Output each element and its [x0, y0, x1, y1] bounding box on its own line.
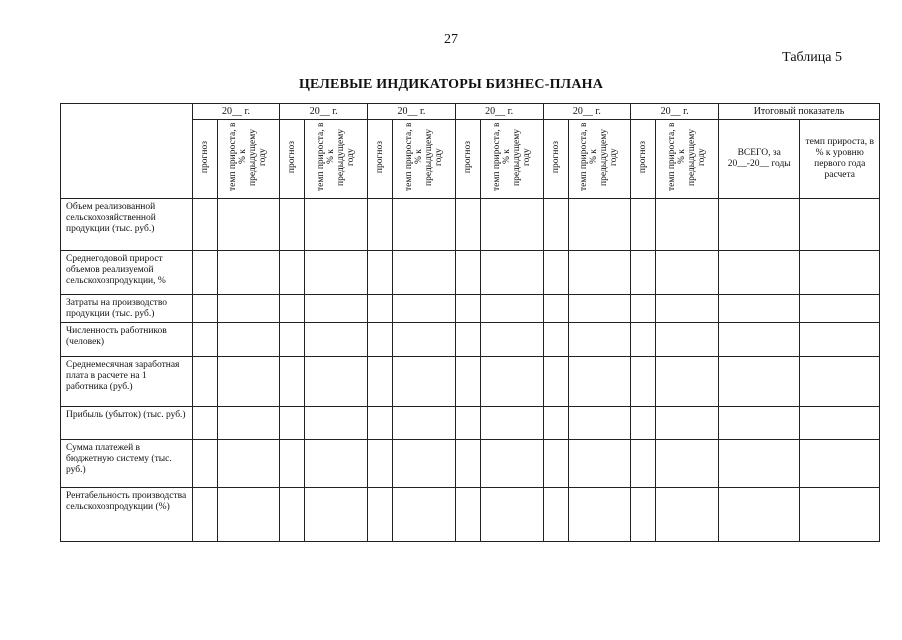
empty-cell [480, 440, 543, 488]
empty-cell [480, 251, 543, 295]
empty-cell [719, 440, 800, 488]
empty-cell [192, 295, 217, 323]
page-number: 27 [444, 32, 458, 47]
empty-cell [192, 199, 217, 251]
empty-cell [543, 199, 568, 251]
empty-cell [568, 407, 631, 440]
row-label: Численность работников (человек) [61, 323, 193, 357]
forecast-header: прогноз [455, 120, 480, 199]
empty-cell [568, 199, 631, 251]
empty-cell [455, 251, 480, 295]
growth-header: темп прироста, в % к предыдущему году [568, 120, 631, 199]
empty-cell [217, 488, 280, 542]
empty-cell [455, 440, 480, 488]
empty-cell [217, 357, 280, 407]
empty-cell [192, 251, 217, 295]
empty-cell [480, 488, 543, 542]
empty-cell [800, 488, 880, 542]
empty-cell [217, 323, 280, 357]
table-row [61, 488, 880, 542]
year-header-row [61, 104, 880, 120]
forecast-header: прогноз [192, 120, 217, 199]
year-header: 20__ г. [631, 104, 719, 120]
empty-cell [280, 323, 305, 357]
row-label: Среднемесячная заработная плата в расчете на 1 работника (руб.) [61, 357, 193, 407]
empty-cell [543, 357, 568, 407]
growth-header: темп прироста, в % к предыдущему году [393, 120, 456, 199]
empty-cell [543, 440, 568, 488]
growth-header: темп прироста, в % к предыдущему году [656, 120, 719, 199]
row-label: Объем реализованной сельскохозяйственной продукции (тыс. руб.) [61, 199, 193, 251]
empty-cell [543, 488, 568, 542]
empty-cell [631, 295, 656, 323]
empty-cell [393, 323, 456, 357]
forecast-header: прогноз [543, 120, 568, 199]
empty-cell [305, 323, 368, 357]
empty-cell [305, 357, 368, 407]
empty-cell [393, 357, 456, 407]
empty-cell [631, 407, 656, 440]
empty-cell [568, 251, 631, 295]
year-header: 20__ г. [192, 104, 280, 120]
empty-cell [656, 488, 719, 542]
empty-cell [543, 295, 568, 323]
empty-cell [631, 251, 656, 295]
empty-cell [455, 323, 480, 357]
empty-cell [480, 323, 543, 357]
empty-cell [217, 440, 280, 488]
table-row [61, 295, 880, 323]
empty-cell [305, 488, 368, 542]
empty-cell [393, 440, 456, 488]
document-title: ЦЕЛЕВЫЕ ИНДИКАТОРЫ БИЗНЕС-ПЛАНА [298, 77, 604, 92]
empty-cell [280, 295, 305, 323]
year-header: 20__ г. [543, 104, 631, 120]
empty-cell [217, 251, 280, 295]
empty-cell [393, 199, 456, 251]
empty-cell [480, 407, 543, 440]
empty-cell [192, 407, 217, 440]
empty-cell [656, 323, 719, 357]
empty-cell [719, 295, 800, 323]
empty-cell [455, 295, 480, 323]
empty-cell [543, 251, 568, 295]
empty-cell [800, 323, 880, 357]
empty-cell [568, 323, 631, 357]
empty-cell [368, 357, 393, 407]
final-indicator-header: Итоговый показатель [719, 104, 880, 120]
empty-cell [719, 488, 800, 542]
row-label: Прибыль (убыток) (тыс. руб.) [61, 407, 193, 440]
empty-cell [480, 357, 543, 407]
empty-cell [368, 251, 393, 295]
empty-cell [656, 295, 719, 323]
empty-cell [568, 488, 631, 542]
empty-cell [568, 440, 631, 488]
empty-cell [368, 295, 393, 323]
empty-cell [368, 407, 393, 440]
empty-cell [480, 199, 543, 251]
total-header: ВСЕГО, за 20__-20__ годы [719, 120, 800, 199]
empty-cell [719, 251, 800, 295]
empty-cell [368, 199, 393, 251]
empty-cell [280, 440, 305, 488]
table-row [61, 323, 880, 357]
table-row [61, 440, 880, 488]
empty-cell [368, 488, 393, 542]
empty-cell [800, 407, 880, 440]
row-label: Сумма платежей в бюджетную систему (тыс. руб.) [61, 440, 193, 488]
year-header: 20__ г. [455, 104, 543, 120]
empty-cell [719, 199, 800, 251]
empty-cell [368, 440, 393, 488]
empty-cell [656, 407, 719, 440]
empty-cell [568, 295, 631, 323]
empty-cell [631, 323, 656, 357]
table-row [61, 199, 880, 251]
forecast-header: прогноз [631, 120, 656, 199]
empty-cell [305, 407, 368, 440]
empty-cell [656, 199, 719, 251]
empty-cell [480, 295, 543, 323]
empty-cell [280, 488, 305, 542]
empty-cell [305, 251, 368, 295]
empty-cell [280, 357, 305, 407]
year-header: 20__ г. [280, 104, 368, 120]
total-growth-header: темп прироста, в % к уровню первого года расчета [800, 120, 880, 199]
empty-cell [543, 407, 568, 440]
empty-cell [305, 199, 368, 251]
growth-header: темп прироста, в % к предыдущему году [480, 120, 543, 199]
empty-cell [280, 199, 305, 251]
empty-cell [192, 488, 217, 542]
table-row [61, 251, 880, 295]
year-header: 20__ г. [368, 104, 456, 120]
row-label: Среднегодовой прирост объемов реализуемой сельскохозпродукции, % [61, 251, 193, 295]
empty-cell [192, 440, 217, 488]
empty-cell [719, 407, 800, 440]
empty-cell [455, 407, 480, 440]
empty-cell [631, 199, 656, 251]
table-row [61, 357, 880, 407]
empty-cell [192, 323, 217, 357]
empty-cell [393, 488, 456, 542]
empty-cell [192, 357, 217, 407]
empty-cell [393, 295, 456, 323]
empty-cell [455, 199, 480, 251]
empty-cell [393, 251, 456, 295]
empty-cell [280, 251, 305, 295]
indicators-table [60, 103, 880, 542]
empty-cell [631, 357, 656, 407]
row-label: Затраты на производство продукции (тыс. руб.) [61, 295, 193, 323]
empty-cell [800, 295, 880, 323]
empty-cell [305, 440, 368, 488]
empty-cell [800, 199, 880, 251]
empty-cell [631, 440, 656, 488]
empty-cell [543, 323, 568, 357]
empty-cell [656, 440, 719, 488]
empty-cell [800, 251, 880, 295]
empty-cell [568, 357, 631, 407]
empty-cell [368, 323, 393, 357]
table-row [61, 407, 880, 440]
empty-cell [305, 295, 368, 323]
corner-cell [61, 104, 193, 199]
empty-cell [800, 357, 880, 407]
empty-cell [217, 407, 280, 440]
growth-header: темп прироста, в % к предыдущему году [305, 120, 368, 199]
table-label: Таблица 5 [782, 50, 842, 65]
empty-cell [719, 323, 800, 357]
empty-cell [280, 407, 305, 440]
empty-cell [393, 407, 456, 440]
empty-cell [455, 488, 480, 542]
empty-cell [719, 357, 800, 407]
growth-header: темп прироста, в % к предыдущему году [217, 120, 280, 199]
empty-cell [656, 251, 719, 295]
empty-cell [800, 440, 880, 488]
empty-cell [631, 488, 656, 542]
row-label: Рентабельность производства сельскохозпродукции (%) [61, 488, 193, 542]
empty-cell [455, 357, 480, 407]
forecast-header: прогноз [368, 120, 393, 199]
forecast-header: прогноз [280, 120, 305, 199]
empty-cell [217, 295, 280, 323]
empty-cell [217, 199, 280, 251]
empty-cell [656, 357, 719, 407]
